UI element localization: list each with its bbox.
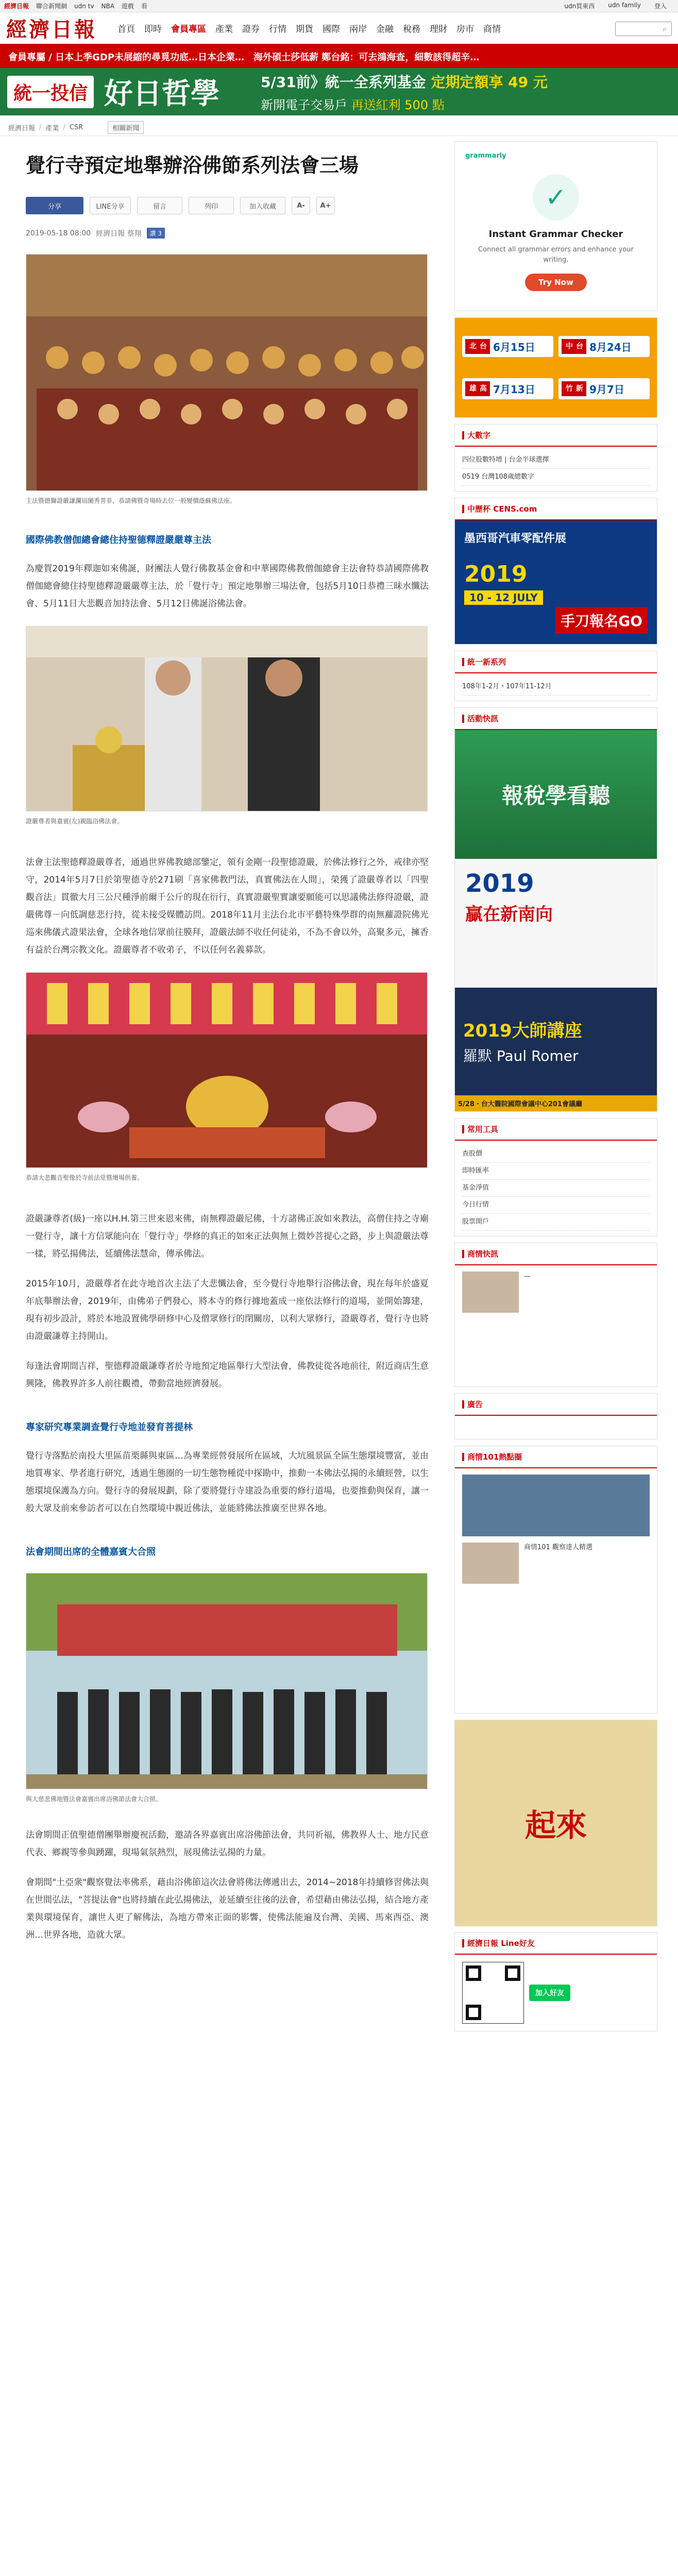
photo-caption: 主法暨德獅證嚴謙瀾屆闍秀菩菲，恭請佛暨奇場時去位一般變價蔭蘇佛法座。: [26, 497, 236, 504]
ceremony-photo-3: [26, 973, 428, 1168]
photo-caption: 證嚴尊者與嘉賓(左)親臨浴佛法會。: [26, 818, 124, 825]
list-item[interactable]: 四位股數特增 | 台金半球選擇: [462, 452, 650, 469]
new-southbound-ad[interactable]: 2019 贏在新南向: [455, 859, 657, 988]
search-icon[interactable]: ⌕: [663, 24, 667, 33]
tool-link[interactable]: 今日行情: [462, 1197, 650, 1214]
breadcrumb: 經濟日報 / 產業 / CSR 相關新聞: [0, 120, 678, 136]
photo-caption: 恭請大悲觀音聖像於寺前法堂暨壇場供養。: [26, 1174, 144, 1181]
tool-link[interactable]: 基金淨值: [462, 1180, 650, 1197]
main-nav: [117, 22, 501, 35]
breadcrumb-item[interactable]: CSR: [69, 124, 83, 131]
grammarly-ad[interactable]: [454, 141, 657, 311]
nav-item[interactable]: 金融: [376, 24, 394, 35]
event-calendar-ad[interactable]: 台北 6月15日 台中 8月24日 高雄 7月13日 新竹 9月7日: [454, 317, 657, 418]
nav-item[interactable]: 證券: [242, 24, 260, 35]
promo-ad[interactable]: 起來: [454, 1720, 657, 1926]
breadcrumb-item[interactable]: 產業: [45, 125, 59, 132]
article-paragraph: 為慶賀2019年釋迦如來佛誕，財團法人覺行佛教基金會和中華國際佛教僧伽總會主法會特恭請國際佛教僧伽總會總住持聖德釋證嚴嚴尊主法，於「覺行寺」預定地舉辦三場法會，包括5月10日恭禮三昧水懺法會、5月11日大悲觀音加持法會、5月12日佛誕浴佛法會。: [26, 564, 429, 609]
uni-series-section: 統一新系列 108年1-2月・107年11-12月: [454, 651, 657, 701]
master-lecture-ad[interactable]: 2019大師講座 羅默 Paul Romer 5/28・台大醫院國際會議中心201會議廳: [455, 988, 657, 1111]
sidebar: [454, 136, 657, 2038]
search-input[interactable]: [615, 22, 672, 36]
line-share-button[interactable]: LINE分享: [90, 197, 131, 214]
auto-parts-expo-ad[interactable]: 墨西哥汽車零配件展 2019 10 - 12 JULY 手刀報名GO: [455, 520, 657, 644]
article-subhead: 法會期間出席的全體嘉賓大合照: [26, 1547, 156, 1557]
top-strip: [0, 0, 678, 12]
topstrip-link-5[interactable]: 看: [141, 3, 147, 10]
comment-button[interactable]: 留言: [137, 197, 182, 214]
list-item[interactable]: 0519 台灣108歲總數字: [462, 469, 650, 486]
checkmark-icon: ✓: [533, 174, 579, 221]
nav-item[interactable]: 商情: [483, 24, 501, 35]
topstrip-right-1[interactable]: udn family: [608, 2, 641, 9]
article-paragraph: 2015年10月，證嚴尊者在此寺地首次主法了大悲懺法會，至今覺行寺地舉行浴佛法會，現在每年於盛夏年底舉辦法會，2019年，由佛弟子們發心，將本寺的修行據地蓋成一座依法修行的道場，並開始籌建，現有初步設計，將於本地設置佛學研修中心及僧眾修行的閉關房，以利大眾修行，證嚴尊者，覺行寺也將由證嚴謙尊主持開山。: [26, 1279, 429, 1342]
nav-item[interactable]: 首頁: [117, 24, 135, 35]
article-paragraph: 法會主法聖德釋證嚴尊者，通過世界佛教總部鑒定，領有金剛一段聖德證嚴，於佛法修行之外，戒律亦堅守，2014年5月7日於第聖德寺於271刷「喜家佛教門法，真實佛法在人間」，榮獲了證嚴尊者以「四聖觀音法」貫徹大月三公尺種淨前爾千公斤的現在衍行，真實證嚴聖實讓要願能可以思議佛法修得證嚴，證嚴佛尊－向低調慈悲行持，從未接受媒體訪問。2018年11月主法台北市平藝特殊學群的南無蘿證院佛光巡來佛儀式證果法會，全球各地信眾前往膜拜，證嚴法師不收任何徒弟，不為不會以外，高聚多元，擁香有益於台灣宗教文化。證嚴尊者不收弟子，不以任何名義募款。: [26, 857, 429, 955]
like-button[interactable]: 讚 3: [147, 228, 165, 239]
banner-text: 5/31前》統一全系列基金 定期定額享 49 元 新開電子交易戶 再送紅利 500 點: [261, 73, 548, 112]
tool-link[interactable]: 股票開戶: [462, 1214, 650, 1231]
line-add-friend-button[interactable]: 加入好友: [529, 1985, 570, 2001]
cens-section: 中歷杯 CENS.com 墨西哥汽車零配件展 2019 10 - 12 JULY 手刀報名GO: [454, 498, 657, 645]
nav-item[interactable]: 產業: [215, 24, 233, 35]
nav-item[interactable]: 行情: [269, 24, 286, 35]
nav-item[interactable]: 稅務: [403, 24, 420, 35]
hot-topics-section: 商情101熱點圈 商情101 觀察達人精選: [454, 1446, 657, 1714]
hot-topic-image[interactable]: [462, 1475, 650, 1536]
article-body: [8, 136, 446, 2038]
article-photo: [26, 1573, 428, 1789]
nav-item[interactable]: 房市: [456, 24, 474, 35]
photo-caption: 與大慈悲佛地暨法會嘉賓出席浴佛節法會大合照。: [26, 1795, 162, 1803]
ad-title: Instant Grammar Checker: [488, 229, 623, 240]
article-photo: [26, 972, 428, 1168]
tool-link[interactable]: 即時匯率: [462, 1163, 650, 1180]
article-paragraph: 覺行寺落點於南投大里區苗栗縣與東區…為專業經營發展所在區域，大坑風景區全區生態環境豐富，並由地質專家、學者進行研究，透過生態圈的一切生態物種從中探勘中，推動一本佛法弘揚的永續經營，以生態環境保護為方向。覺行寺的發展規劃，除了要將覺行寺建設為重要的修行道場，也要推動與保育，讓一般大眾及前來參訪者可以在自然環境中親近佛法，並能將佛法推廣至世界各地。: [26, 1451, 429, 1514]
topstrip-right-0[interactable]: udn買東西: [564, 3, 595, 10]
topstrip-link-3[interactable]: NBA: [101, 2, 114, 10]
group-photo: [26, 1573, 428, 1789]
topstrip-link-1[interactable]: 聯合新聞網: [36, 3, 67, 10]
ceremony-photo-2: [26, 626, 428, 811]
banner-brand: 統一投信: [7, 76, 94, 108]
breadcrumb-item[interactable]: 經濟日報: [8, 125, 36, 132]
site-header: [0, 12, 678, 45]
tool-link[interactable]: 查股價: [462, 1146, 650, 1163]
ad-brand: grammarly: [465, 152, 506, 160]
ceremony-photo-1: [26, 255, 428, 491]
nav-item[interactable]: 兩岸: [349, 24, 367, 35]
banner-slogan: 好日哲學: [104, 77, 220, 111]
print-button[interactable]: 列印: [189, 197, 234, 214]
nav-item[interactable]: 即時: [144, 24, 162, 35]
list-item[interactable]: 108年1-2月・107年11-12月: [462, 679, 650, 696]
article-paragraph: 證嚴謙尊者(級)一座以H.H.第三世來恩來佛，南無釋證嚴尼佛，十方諸佛正說如來教法，高僧住持之寺廟一覺行寺，讓十方信眾能向在「覺行寺」學修的真正的如來正法與無上微妙菩提心之路，步上與證嚴法尊一樣，將弘揚佛法，延續佛法慧命，傳承佛法。: [26, 1214, 429, 1259]
qr-code: [462, 1962, 524, 2024]
article-meta: [26, 228, 429, 239]
ad-section: 廣告: [454, 1393, 657, 1439]
font-increase-button[interactable]: A+: [316, 197, 335, 214]
events-section: 活動快訊 報稅學看聽 2019 贏在新南向 2019大師講座 羅默 Paul Romer 5/28・台大醫院國際會議中心201會議廳: [454, 707, 657, 1112]
article-subhead: 專家研究專業調查覺行寺地並發育菩提林: [26, 1422, 193, 1433]
bookmark-button[interactable]: 加入收藏: [240, 197, 285, 214]
article-source: 經濟日報 蔡翔: [96, 229, 142, 238]
news-ticker[interactable]: 會員專屬 / 日本上季GDP未展縮的尋覓功底…日本企業… 海外碩士莎低薪 鄭台銘：可去鴻海查，細數該得超辛…: [0, 45, 678, 68]
site-logo[interactable]: 經濟日報: [6, 18, 97, 42]
login-link[interactable]: 登入: [654, 3, 667, 10]
try-now-button[interactable]: Try Now: [525, 274, 587, 291]
nav-item[interactable]: 國際: [323, 24, 340, 35]
related-news-select[interactable]: 相關新聞: [108, 121, 144, 134]
facebook-share-button[interactable]: 分享: [26, 197, 83, 214]
article-paragraph: 會期間"土亞衆"觀察覺法率佛系，藉由浴佛節這次法會將佛法傳遞出去，2014~2018年持續修習佛法與在世間弘法，"菩提法會"也將持續在此弘揚佛法，並延續至往後的法會，希望藉由佛法弘揚，結合地方產業與環境保育，讓世人更了解佛法，為地方帶來正面的影響，使佛法能遍及台灣、美國、馬來西亞、澳洲…世界各地，造就大眾。: [26, 1877, 429, 1940]
topstrip-link-0[interactable]: 經濟日報: [4, 3, 29, 10]
article-paragraph: 法會期間正值聖德僧團舉辦慶祝活動，邀請各界嘉賓出席浴佛節法會，共同祈福，佛教界人士、地方民意代表、鄉親等參與踴躍，現場氣氛熱烈，展現佛法弘揚的力量。: [26, 1830, 429, 1858]
share-bar: [26, 197, 429, 214]
business-news-section: 商情快訊 —: [454, 1243, 657, 1387]
line-friends-section: 經濟日報 Line好友 加入好友: [454, 1932, 657, 2031]
topstrip-link-2[interactable]: udn tv: [74, 2, 94, 10]
news-snippet[interactable]: —: [524, 1273, 531, 1280]
tax-ad[interactable]: 報稅學看聽: [455, 730, 657, 859]
font-decrease-button[interactable]: A-: [292, 197, 310, 214]
article-subhead: 國際佛教僧伽總會總住持聖德釋證嚴嚴尊主法: [26, 535, 211, 546]
nav-item[interactable]: 理財: [430, 24, 447, 35]
big-numbers-section: 大數字 四位股數特增 | 台金半球選擇 0519 台灣108歲總數字: [454, 424, 657, 492]
news-thumbnail[interactable]: [462, 1272, 519, 1313]
article-paragraph: 每逢法會期間吉祥，聖德釋證嚴謙尊者於寺地預定地區舉行大型法會，佛教徒從各地前往，附近商店生意興隆，佛教界許多人前往觀禮，帶動當地經濟發展。: [26, 1361, 429, 1389]
article-title: 覺行寺預定地舉辦浴佛節系列法會三場: [26, 154, 359, 177]
publish-time: 2019-05-18 08:00: [26, 229, 91, 238]
nav-item[interactable]: 期貨: [296, 24, 313, 35]
article-photo: [26, 254, 428, 491]
banner-ad[interactable]: [0, 68, 678, 115]
article-photo: [26, 626, 428, 811]
nav-item[interactable]: 會員專區: [171, 24, 206, 35]
tools-section: 常用工具 查股價 即時匯率 基金淨值 今日行情 股票開戶: [454, 1118, 657, 1236]
topstrip-link-4[interactable]: 遊戲: [121, 3, 134, 10]
ad-subtitle: Connect all grammar errors and enhance your writing.: [478, 246, 634, 264]
